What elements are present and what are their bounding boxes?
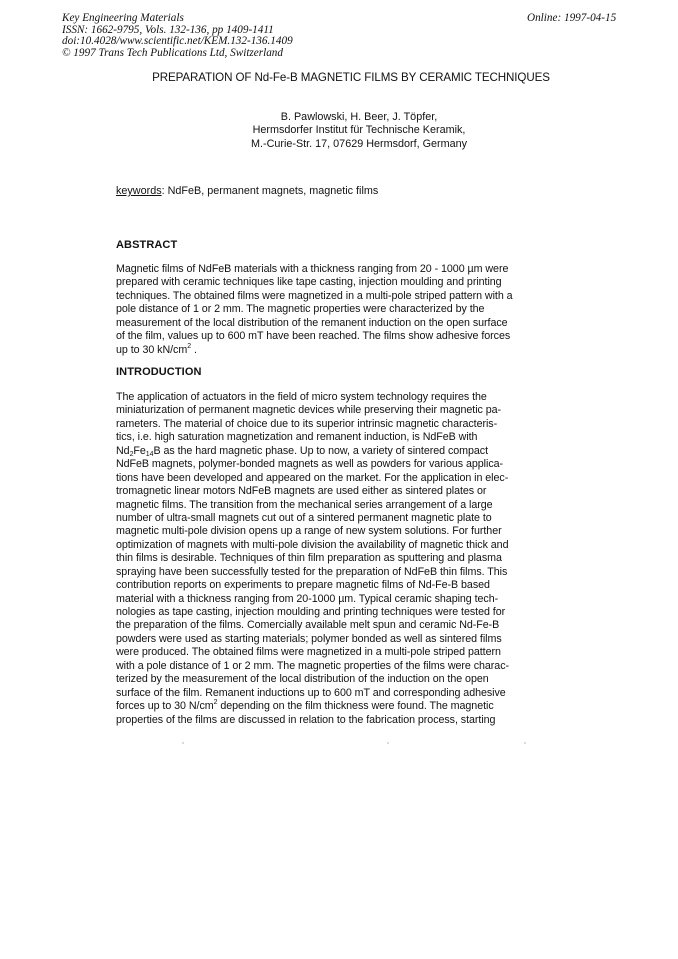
introduction-body (116, 391, 546, 727)
copyright: © 1997 Trans Tech Publications Ltd, Switzerland (62, 46, 283, 59)
text-line: with a pole distance of 1 or 2 mm. The magnetic properties of the films were charac- (116, 659, 510, 672)
formula-fragment: Nd (116, 444, 130, 457)
superscript: 2 (213, 699, 218, 707)
text-line: of the film, values up to 600 mT have been reached. The films show adhesive forces (116, 330, 511, 343)
text-fragment: B as the hard magnetic phase. Up to now, a variety of sintered compact (153, 444, 488, 457)
text-line: miniaturization of permanent magnetic devices while preserving their magnetic pa- (116, 404, 502, 417)
text-line: tions have been developed and appeared on the market. For the application in elec- (116, 471, 509, 484)
text-line: magnetic multi-pole division opens up a range of new system solutions. For further (116, 525, 502, 538)
text-line: thin films is desirable. Techniques of thin film preparation as sputtering and plasma (116, 552, 502, 565)
text-line: prepared with ceramic techniques like tape casting, injection moulding and printing (116, 276, 502, 289)
text-line (116, 344, 546, 357)
text-line: pole distance of 1 or 2 mm. The magnetic properties were characterized by the (116, 303, 485, 316)
address: M.-Curie-Str. 17, 07629 Hermsdorf, Germany (250, 137, 467, 150)
text-line: The application of actuators in the field of micro system technology requires the (116, 391, 487, 403)
keywords-separator: : (161, 185, 165, 197)
publication-info (62, 13, 293, 59)
formula-fragment: Fe (133, 444, 146, 457)
text-line: nologies as tape casting, injection moulding and printing techniques were tested for (116, 606, 506, 618)
text-line: properties of the films are discussed in relation to the fabrication process, starting (116, 713, 496, 726)
text-line: surface of the film. Remanent inductions up to 600 mT and corresponding adhesive (116, 686, 506, 699)
subscript: 2 (129, 450, 134, 458)
subscript: 14 (145, 450, 154, 458)
text-fragment: depending on the film thickness were found. The magnetic (217, 700, 494, 713)
authors: B. Pawlowski, H. Beer, J. Töpfer, (280, 111, 438, 123)
superscript: 2 (187, 342, 192, 350)
issn-volume: ISSN: 1662-9795, Vols. 132-136, pp 1409-1411 (62, 23, 274, 36)
text-fragment: . (191, 343, 197, 356)
text-line: powders were used as starting materials; polymer bonded as well as sintered films (116, 632, 502, 645)
text-line: the preparation of the films. Comercially available melt spun and ceramic Nd-Fe-B (116, 619, 500, 632)
text-line: rameters. The material of choice due to its superior intrinsic magnetic characteris- (116, 417, 498, 430)
text-line: magnetic films. The transition from the mechanical series arrangement of a large (116, 498, 493, 511)
keywords-label: keywords (116, 185, 162, 197)
keywords-list: NdFeB, permanent magnets, magnetic films (164, 185, 379, 197)
text-fragment: forces up to 30 N/cm (116, 700, 214, 713)
text-line: techniques. The obtained films were magnetized in a multi-pole striped pattern with a (116, 289, 513, 302)
introduction-heading: INTRODUCTION (116, 366, 202, 378)
text-line: were produced. The obtained films were magnetized in a multi-pole striped pattern (116, 646, 501, 659)
text-line: tics, i.e. high saturation magnetization and remanent induction, is NdFeB with (116, 431, 478, 444)
text-line: spraying have been successfully tested for the preparation of NdFeB thin films. This (116, 565, 508, 578)
text-line (116, 700, 546, 713)
text-line: Magnetic films of NdFeB materials with a thickness ranging from 20 - 1000 µm were (116, 263, 509, 275)
text-fragment: up to 30 kN/cm (116, 343, 188, 356)
affiliation: Hermsdorfer Institut für Technische Keramik, (252, 124, 466, 137)
text-line: contribution reports on experiments to prepare magnetic films of Nd-Fe-B based (116, 579, 490, 592)
text-line: tromagnetic linear motors NdFeB magnets are used either as sintered plates or (116, 485, 487, 498)
paper-title: PREPARATION OF Nd-Fe-B MAGNETIC FILMS BY CERAMIC TECHNIQUES (152, 71, 550, 84)
author-block (0, 111, 678, 151)
scan-speck (182, 742, 184, 744)
doi: doi:10.4028/www.scientific.net/KEM.132-136.1409 (62, 35, 293, 48)
text-line: material with a thickness ranging from 20-1000 µm. Typical ceramic shaping tech- (116, 592, 499, 605)
scan-speck (387, 742, 389, 744)
text-line (116, 445, 546, 458)
text-line: number of ultra-small magnets cut out of a sintered permanent magnetic plate to (116, 511, 492, 524)
abstract-body (116, 263, 546, 357)
abstract-heading: ABSTRACT (116, 239, 178, 251)
text-line: measurement of the local distribution of the remanent induction on the open surface (116, 316, 508, 329)
text-line: terized by the measurement of the local distribution of the induction on the open (116, 673, 489, 686)
journal-name: Key Engineering Materials (62, 12, 184, 24)
keywords-line (116, 185, 378, 197)
scan-speck (524, 742, 526, 744)
online-date: Online: 1997-04-15 (527, 12, 617, 24)
text-line: optimization of magnets with multi-pole division the availability of magnetic thick and (116, 538, 509, 551)
text-line: NdFeB magnets, polymer-bonded magnets as well as powders for various applica- (116, 458, 504, 471)
